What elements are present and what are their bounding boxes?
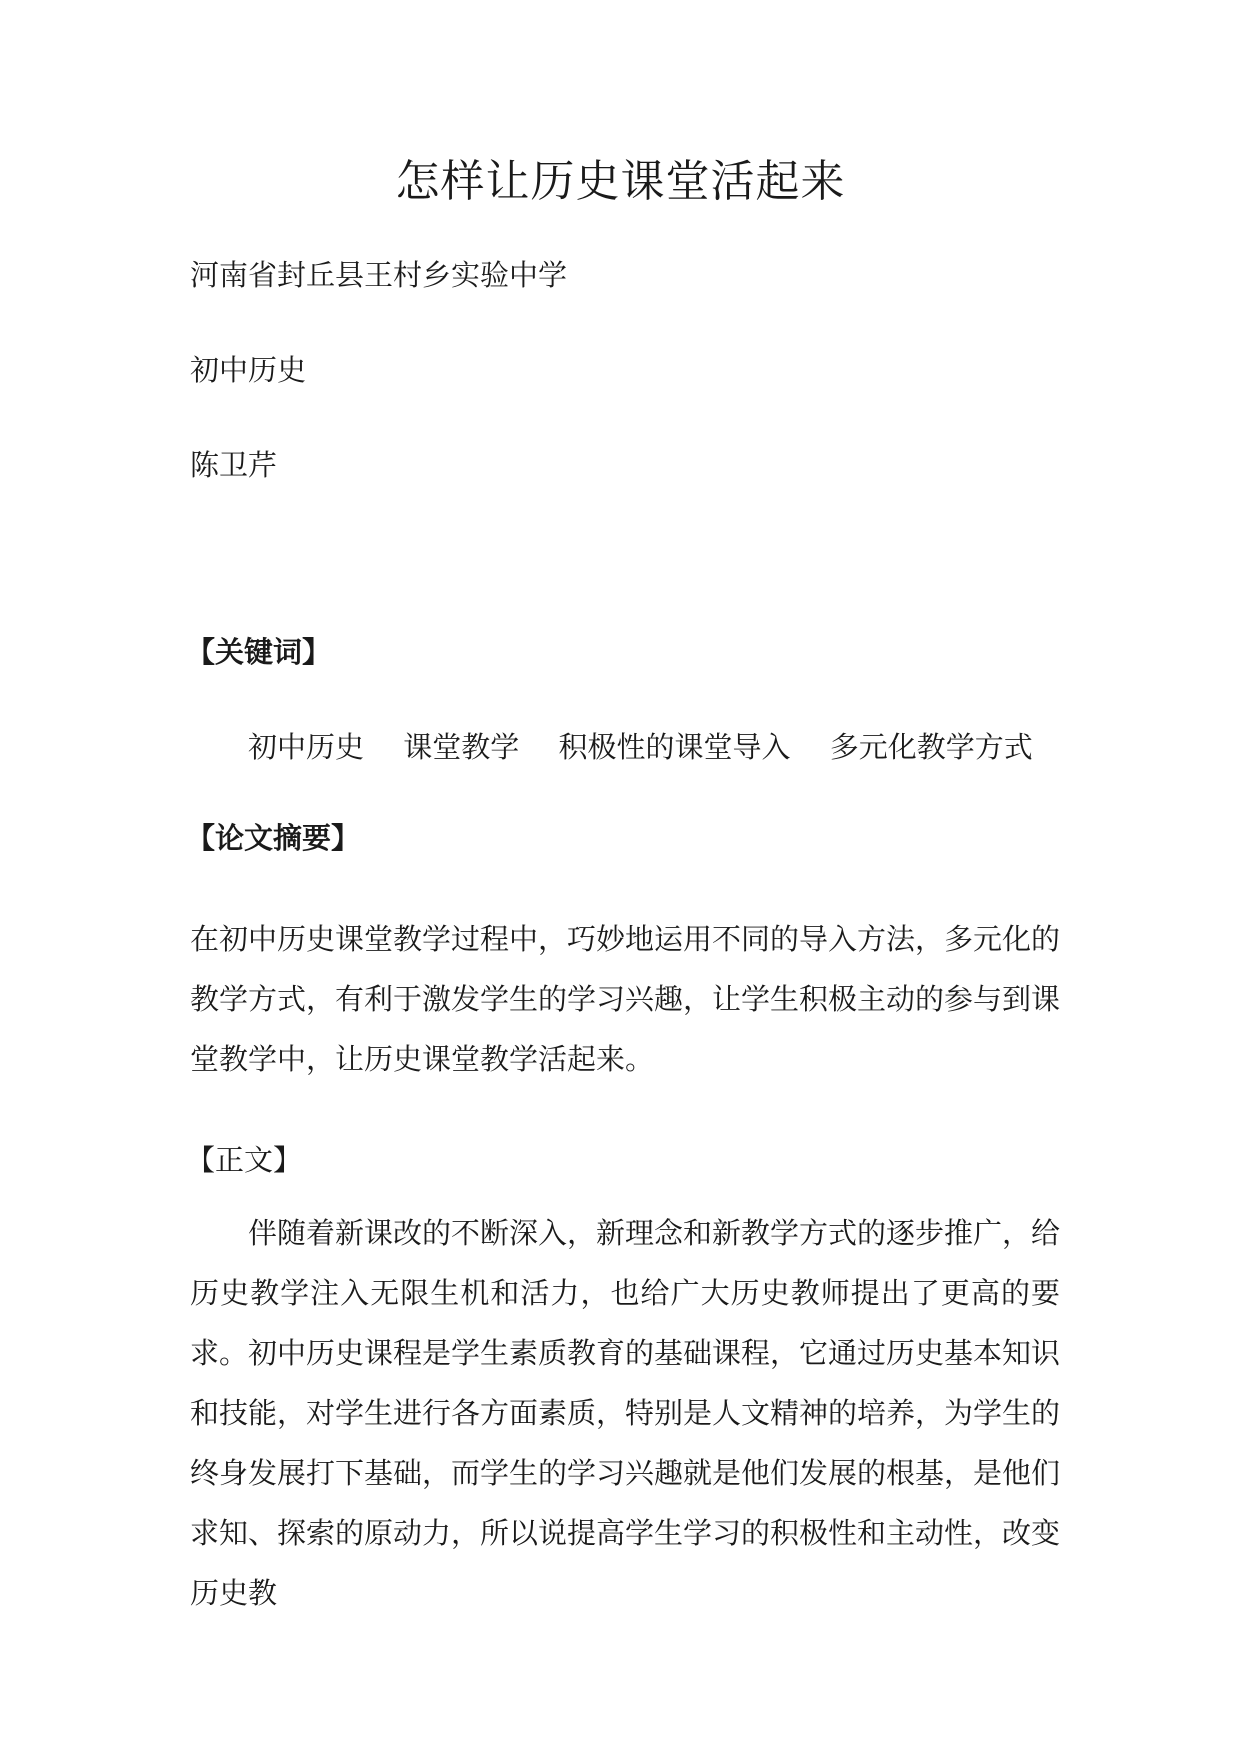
document-title: 怎样让历史课堂活起来 [395, 156, 846, 207]
keyword-item: 初中历史 [248, 730, 365, 764]
body-heading: 【正文】 [186, 1143, 303, 1177]
keyword-item: 积极性的课堂导入 [558, 730, 791, 764]
abstract-paragraph: 在初中历史课堂教学过程中，巧妙地运用不同的导入方法，多元化的教学方式，有利于激发学生的学习兴趣，让学生积极主动的参与到课堂教学中，让历史课堂教学活起来。 [190, 922, 1061, 1076]
school-name: 河南省封丘县王村乡实验中学 [190, 258, 568, 292]
keyword-item: 多元化教学方式 [829, 730, 1033, 764]
keywords-list [248, 727, 1063, 767]
abstract-heading: 【论文摘要】 [186, 821, 361, 855]
keyword-item: 课堂教学 [403, 730, 520, 764]
keywords-heading: 【关键词】 [186, 635, 332, 669]
body-paragraph: 伴随着新课改的不断深入，新理念和新教学方式的逐步推广，给历史教学注入无限生机和活力，也给广大历史教师提出了更高的要求。初中历史课程是学生素质教育的基础课程，它通过历史基本知识和技能，对学生进行各方面素质，特别是人文精神的培养，为学生的终身发展打下基础，而学生的学习兴趣就是他们发展的根基，是他们求知、探索的原动力，所以说提高学生学习的积极性和主动性，改变历史教 [190, 1216, 1061, 1610]
subject-label: 初中历史 [190, 353, 307, 387]
author-name: 陈卫芹 [190, 448, 278, 482]
